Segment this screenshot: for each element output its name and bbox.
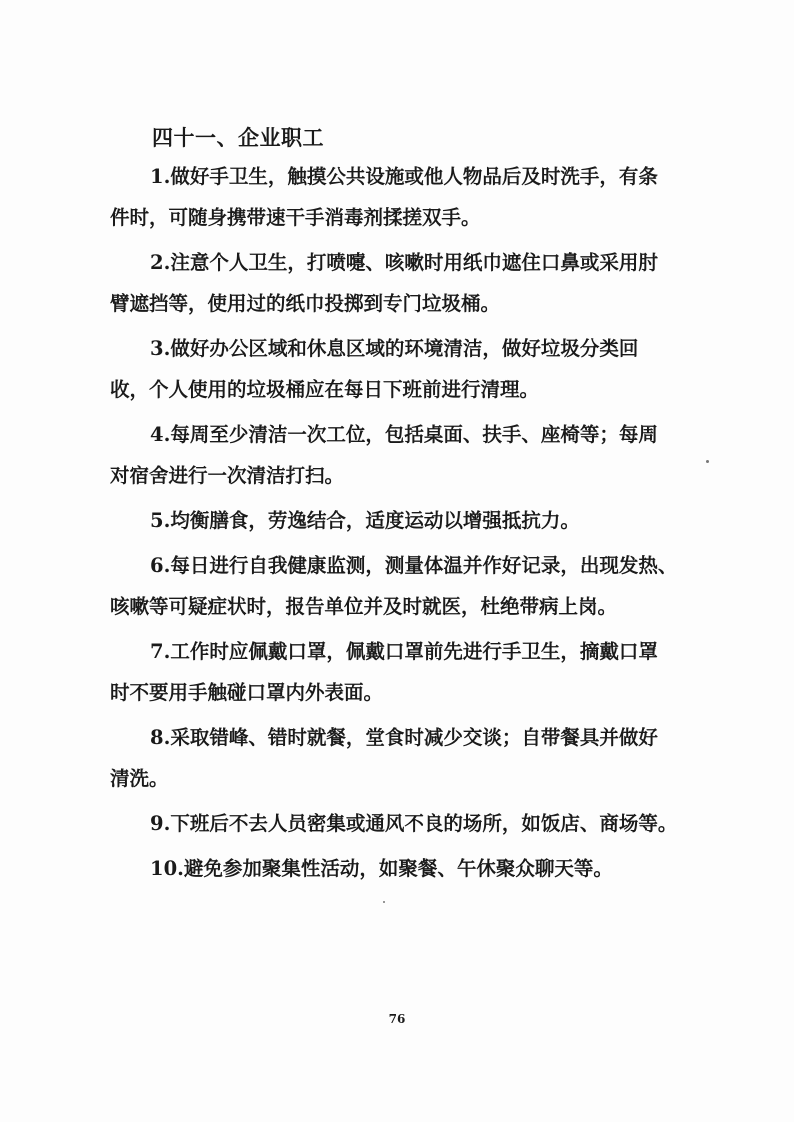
guideline-item-8: [110, 717, 658, 799]
guideline-item-9: [110, 803, 678, 844]
guideline-item-3: [110, 328, 650, 410]
guideline-line: 9.下班后不去人员密集或通风不良的场所，如饭店、商场等。: [150, 812, 678, 835]
guideline-item-10: [110, 848, 650, 889]
guideline-line: 件时，可随身携带速干手消毒剂揉搓双手。: [110, 206, 481, 229]
guideline-item-2: [110, 242, 658, 324]
guideline-line: 咳嗽等可疑症状时，报告单位并及时就医，杜绝带病上岗。: [110, 595, 618, 618]
guideline-line: 臂遮挡等，使用过的纸巾投掷到专门垃圾桶。: [110, 292, 501, 315]
guideline-item-1: [110, 156, 658, 238]
scan-speck: [383, 901, 385, 903]
guideline-item-7: [110, 631, 658, 713]
section-heading: 四十一、企业职工: [152, 125, 324, 150]
guideline-line: 7.工作时应佩戴口罩，佩戴口罩前先进行手卫生，摘戴口罩: [150, 640, 658, 663]
guideline-line: 1.做好手卫生，触摸公共设施或他人物品后及时洗手，有条: [150, 165, 658, 188]
guideline-line: 5.均衡膳食，劳逸结合，适度运动以增强抵抗力。: [150, 509, 580, 532]
scan-speck: [706, 460, 709, 463]
guideline-line: 清洗。: [110, 767, 169, 790]
page-number: 76: [388, 1012, 406, 1026]
guideline-line: 6.每日进行自我健康监测，测量体温并作好记录，出现发热、: [150, 554, 678, 577]
guideline-line: 收，个人使用的垃圾桶应在每日下班前进行清理。: [110, 378, 540, 401]
guideline-line: 10.避免参加聚集性活动，如聚餐、午休聚众聊天等。: [150, 857, 613, 880]
guideline-line: 时不要用手触碰口罩内外表面。: [110, 681, 384, 704]
guideline-item-6: [110, 545, 678, 627]
guideline-line: 4.每周至少清洁一次工位，包括桌面、扶手、座椅等；每周: [150, 423, 658, 446]
guideline-item-4: [110, 414, 658, 496]
guideline-line: 3.做好办公区域和休息区域的环境清洁，做好垃圾分类回: [150, 337, 639, 360]
guideline-line: 对宿舍进行一次清洁打扫。: [110, 464, 345, 487]
guideline-list: [110, 156, 678, 893]
guideline-line: 2.注意个人卫生，打喷嚏、咳嗽时用纸巾遮住口鼻或采用肘: [150, 251, 658, 274]
guideline-line: 8.采取错峰、错时就餐，堂食时减少交谈；自带餐具并做好: [150, 726, 658, 749]
guideline-item-5: [110, 500, 650, 541]
